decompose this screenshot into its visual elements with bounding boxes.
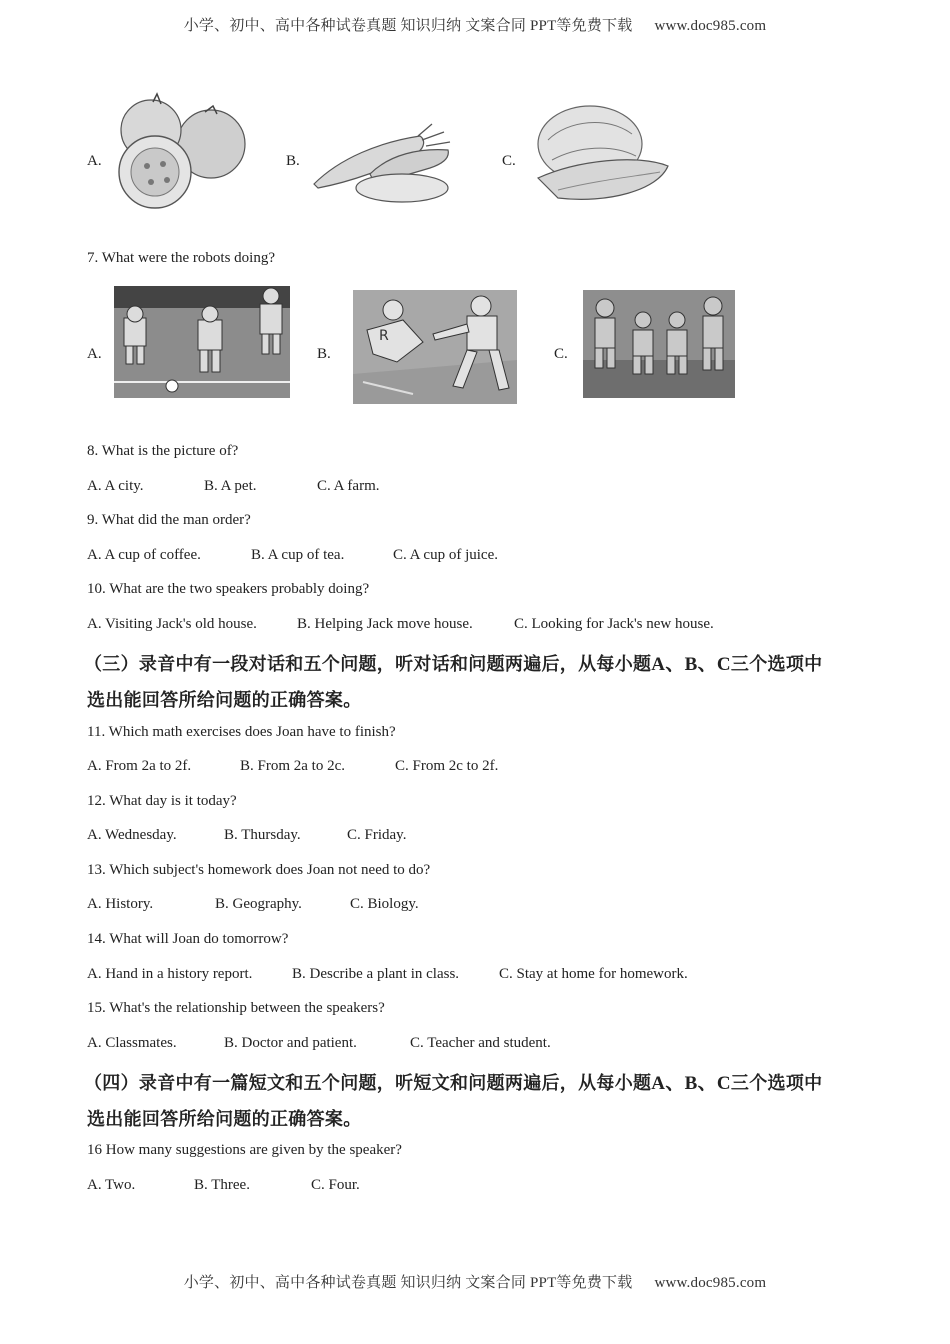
header-site: www.doc985.com	[654, 18, 767, 34]
robots-dancing-image	[583, 290, 735, 398]
q15-options	[87, 1035, 551, 1052]
q11-options	[87, 758, 498, 775]
q16-option-c: C. Four.	[311, 1177, 360, 1193]
q12-question: 12. What day is it today?	[87, 793, 237, 809]
q13-options	[87, 896, 419, 913]
q13-option-b: B. Geography.	[215, 896, 302, 912]
q8-option-c: C. A farm.	[317, 478, 380, 494]
q8-options	[87, 478, 380, 495]
q9-options	[87, 547, 498, 564]
q15-option-a: A. Classmates.	[87, 1035, 177, 1051]
q7-label-a: A.	[87, 346, 102, 362]
q10-options	[87, 616, 714, 633]
q8-option-b: B. A pet.	[204, 478, 257, 494]
section3-text-c: 三个选项中	[730, 654, 823, 675]
q7-label-b: B.	[317, 346, 331, 362]
q16-option-a: A. Two.	[87, 1177, 136, 1193]
q13-option-a: A. History.	[87, 896, 154, 912]
section4-text-a: （四）录音中有一篇短文和五个问题，听短文和问题两遍后，从每小题	[84, 1073, 652, 1094]
q16-options	[87, 1177, 360, 1194]
section3-instruction-line1	[84, 649, 822, 676]
q16-option-b: B. Three.	[194, 1177, 250, 1193]
q8-option-a: A. A city.	[87, 478, 144, 494]
q12-option-a: A. Wednesday.	[87, 827, 177, 843]
q6-label-c: C.	[502, 153, 516, 169]
q13-question: 13. Which subject's homework does Joan not need to do?	[87, 862, 431, 878]
q14-options	[87, 966, 688, 983]
q8-question: 8. What is the picture of?	[87, 443, 239, 459]
q14-option-c: C. Stay at home for homework.	[499, 966, 688, 982]
q12-option-b: B. Thursday.	[224, 827, 301, 843]
section4-instruction-line2: 选出能回答所给问题的正确答案。	[87, 1109, 362, 1130]
q15-question: 15. What's the relationship between the speakers?	[87, 1000, 385, 1016]
q6-label-a: A.	[87, 153, 102, 169]
q11-option-a: A. From 2a to 2f.	[87, 758, 192, 774]
q10-option-b: B. Helping Jack move house.	[297, 616, 473, 632]
q16-question: 16 How many suggestions are given by the speaker?	[87, 1142, 402, 1158]
q10-question: 10. What are the two speakers probably doing?	[87, 581, 370, 597]
cabbage-image	[528, 100, 673, 210]
carrot-potato-image	[310, 118, 455, 206]
section4-text-c: 三个选项中	[730, 1073, 823, 1094]
section4-instruction-line1	[84, 1068, 822, 1095]
footer-site: www.doc985.com	[654, 1275, 767, 1291]
q14-option-b: B. Describe a plant in class.	[292, 966, 460, 982]
section3-instruction-line2: 选出能回答所给问题的正确答案。	[87, 690, 362, 711]
q15-option-b: B. Doctor and patient.	[224, 1035, 357, 1051]
tomato-image	[113, 92, 248, 210]
q9-question: 9. What did the man order?	[87, 512, 251, 528]
q9-option-c: C. A cup of juice.	[393, 547, 498, 563]
q7-label-c: C.	[554, 346, 568, 362]
q15-option-c: C. Teacher and student.	[410, 1035, 551, 1051]
q12-options	[87, 827, 406, 844]
section4-text-b: A、B、C	[651, 1073, 731, 1094]
q11-option-b: B. From 2a to 2c.	[240, 758, 345, 774]
section3-text-a: （三）录音中有一段对话和五个问题，听对话和问题两遍后，从每小题	[84, 654, 652, 675]
q7-question: 7. What were the robots doing?	[87, 250, 276, 266]
q12-option-c: C. Friday.	[347, 827, 407, 843]
robots-soccer-image	[114, 286, 290, 398]
q14-question: 14. What will Joan do tomorrow?	[87, 931, 289, 947]
q11-question: 11. Which math exercises does Joan have to finish?	[87, 724, 396, 740]
q10-option-a: A. Visiting Jack's old house.	[87, 616, 257, 632]
q10-option-c: C. Looking for Jack's new house.	[514, 616, 714, 632]
q11-option-c: C. From 2c to 2f.	[395, 758, 499, 774]
robots-fighting-image	[353, 290, 517, 404]
q6-label-b: B.	[286, 153, 300, 169]
q9-option-b: B. A cup of tea.	[251, 547, 345, 563]
section3-text-b: A、B、C	[651, 654, 731, 675]
page-footer	[0, 1271, 950, 1292]
page-header	[0, 14, 950, 35]
q9-option-a: A. A cup of coffee.	[87, 547, 201, 563]
header-text: 小学、初中、高中各种试卷真题 知识归纳 文案合同 PPT等免费下载	[183, 18, 633, 34]
svg-text:R: R	[379, 328, 389, 344]
footer-text: 小学、初中、高中各种试卷真题 知识归纳 文案合同 PPT等免费下载	[183, 1275, 633, 1291]
q13-option-c: C. Biology.	[350, 896, 419, 912]
q14-option-a: A. Hand in a history report.	[87, 966, 253, 982]
